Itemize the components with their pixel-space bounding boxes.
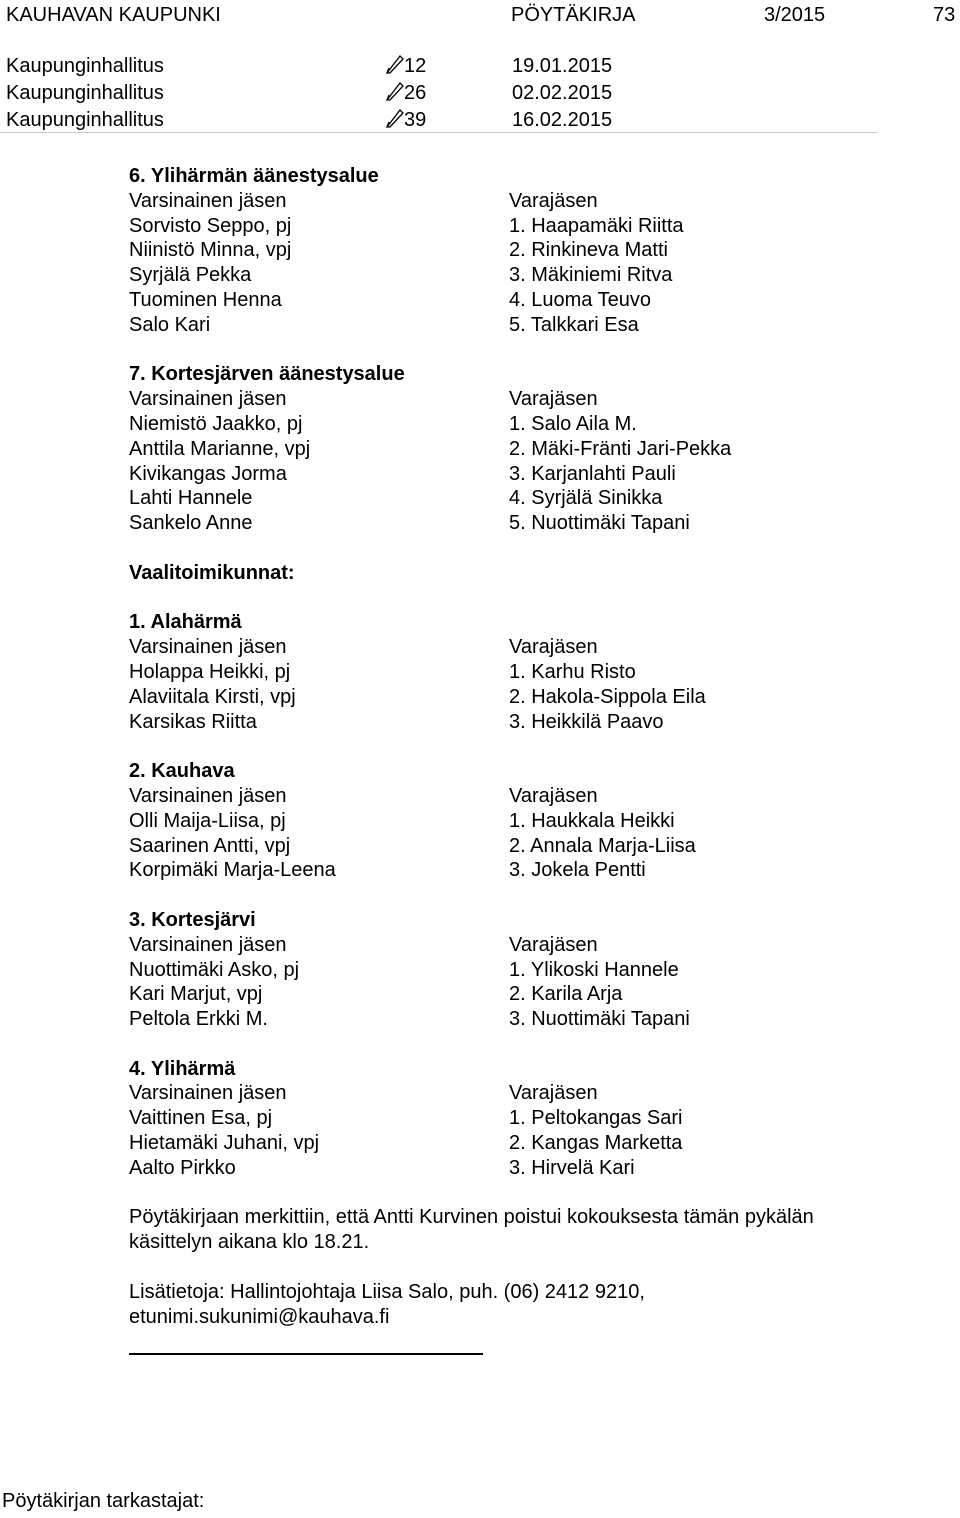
meeting-references — [6, 53, 958, 134]
meeting-number: 39 — [404, 109, 427, 131]
member-row: Olli Maija-Liisa, pj 1. Haukkala Heikki — [129, 809, 675, 832]
member-row: Vaittinen Esa, pj 1. Peltokangas Sari — [129, 1107, 683, 1130]
member-row: Kari Marjut, vpj 2. Karila Arja — [129, 983, 623, 1006]
meeting-body: Kaupunginhallitus — [6, 82, 164, 104]
page-header — [6, 2, 958, 28]
committee-section — [129, 1057, 929, 1181]
member-row: Niemistö Jaakko, pj 1. Salo Aila M. — [129, 412, 637, 435]
header-divider — [0, 132, 878, 133]
member-row: Kivikangas Jorma 3. Karjanlahti Pauli — [129, 462, 676, 485]
meeting-body: Kaupunginhallitus — [6, 109, 164, 131]
member-row: Karsikas Riitta 3. Heikkilä Paavo — [129, 710, 664, 733]
column-headers: Varsinainen jäsen Varajäsen — [129, 1082, 598, 1105]
member-row: Niinistö Minna, vpj 2. Rinkineva Matti — [129, 239, 668, 262]
section-title: 3. Kortesjärvi — [129, 908, 256, 931]
member-row: Lahti Hannele 4. Syrjälä Sinikka — [129, 487, 663, 510]
meeting-date: 16.02.2015 — [512, 109, 613, 131]
member-row: Peltola Erkki M. 3. Nuottimäki Tapani — [129, 1008, 690, 1031]
meeting-number: 26 — [404, 82, 427, 104]
member-row: Syrjälä Pekka 3. Mäkiniemi Ritva — [129, 264, 673, 287]
column-headers: Varsinainen jäsen Varajäsen — [129, 189, 598, 212]
inspectors-label: Pöytäkirjan tarkastajat: — [2, 1490, 205, 1512]
section-title: 7. Kortesjärven äänestysalue — [129, 363, 405, 386]
pen-icon — [384, 53, 406, 83]
issue-number: 3/2015 — [764, 4, 826, 26]
committee-section — [129, 759, 929, 883]
member-row: Saarinen Antti, vpj 2. Annala Marja-Liisa — [129, 834, 696, 857]
minutes-note: Pöytäkirjaan merkittiin, että Antti Kurvinen poistui kokouksesta tämän pykälän käsittelyn aikana klo 18.21. — [129, 1206, 814, 1254]
meeting-date: 02.02.2015 — [512, 82, 613, 104]
section-title: 1. Alahärmä — [129, 611, 242, 634]
contact-info: Lisätietoja: Hallintojohtaja Liisa Salo, puh. (06) 2412 9210, etunimi.sukunimi@kauhava.fi — [129, 1280, 645, 1328]
member-row: Anttila Marianne, vpj 2. Mäki-Fränti Jari-Pekka — [129, 437, 732, 460]
signature-line — [129, 1353, 483, 1355]
document-body — [129, 164, 929, 1354]
org-name: KAUHAVAN KAUPUNKI — [6, 4, 221, 26]
committee-section — [129, 908, 929, 1032]
voting-district-section — [129, 362, 929, 536]
member-row: Sankelo Anne 5. Nuottimäki Tapani — [129, 512, 690, 535]
member-row: Nuottimäki Asko, pj 1. Ylikoski Hannele — [129, 958, 679, 981]
committee-section — [129, 610, 929, 734]
meeting-body: Kaupunginhallitus — [6, 55, 164, 77]
member-row: Holappa Heikki, pj 1. Karhu Risto — [129, 660, 636, 683]
column-headers: Varsinainen jäsen Varajäsen — [129, 636, 598, 659]
member-row: Salo Kari 5. Talkkari Esa — [129, 313, 639, 336]
meeting-row — [6, 107, 958, 134]
meeting-row — [6, 53, 958, 80]
section-title: 2. Kauhava — [129, 760, 235, 783]
page-number: 73 — [933, 4, 956, 26]
member-row: Aalto Pirkko 3. Hirvelä Kari — [129, 1156, 635, 1179]
meeting-number: 12 — [404, 55, 427, 77]
committees-heading: Vaalitoimikunnat: — [129, 561, 295, 584]
member-row: Alaviitala Kirsti, vpj 2. Hakola-Sippola Eila — [129, 685, 706, 708]
doc-type: PÖYTÄKIRJA — [511, 4, 636, 26]
member-row: Hietamäki Juhani, vpj 2. Kangas Marketta — [129, 1132, 683, 1155]
member-row: Sorvisto Seppo, pj 1. Haapamäki Riitta — [129, 214, 684, 237]
member-row: Tuominen Henna 4. Luoma Teuvo — [129, 288, 651, 311]
section-title: 4. Ylihärmä — [129, 1057, 236, 1080]
member-row: Korpimäki Marja-Leena 3. Jokela Pentti — [129, 859, 646, 882]
column-headers: Varsinainen jäsen Varajäsen — [129, 784, 598, 807]
section-title: 6. Ylihärmän äänestysalue — [129, 165, 379, 187]
meeting-row — [6, 80, 958, 107]
column-headers: Varsinainen jäsen Varajäsen — [129, 388, 598, 411]
meeting-date: 19.01.2015 — [512, 55, 613, 77]
pen-icon — [384, 80, 406, 110]
voting-district-section — [129, 164, 929, 338]
column-headers: Varsinainen jäsen Varajäsen — [129, 933, 598, 956]
